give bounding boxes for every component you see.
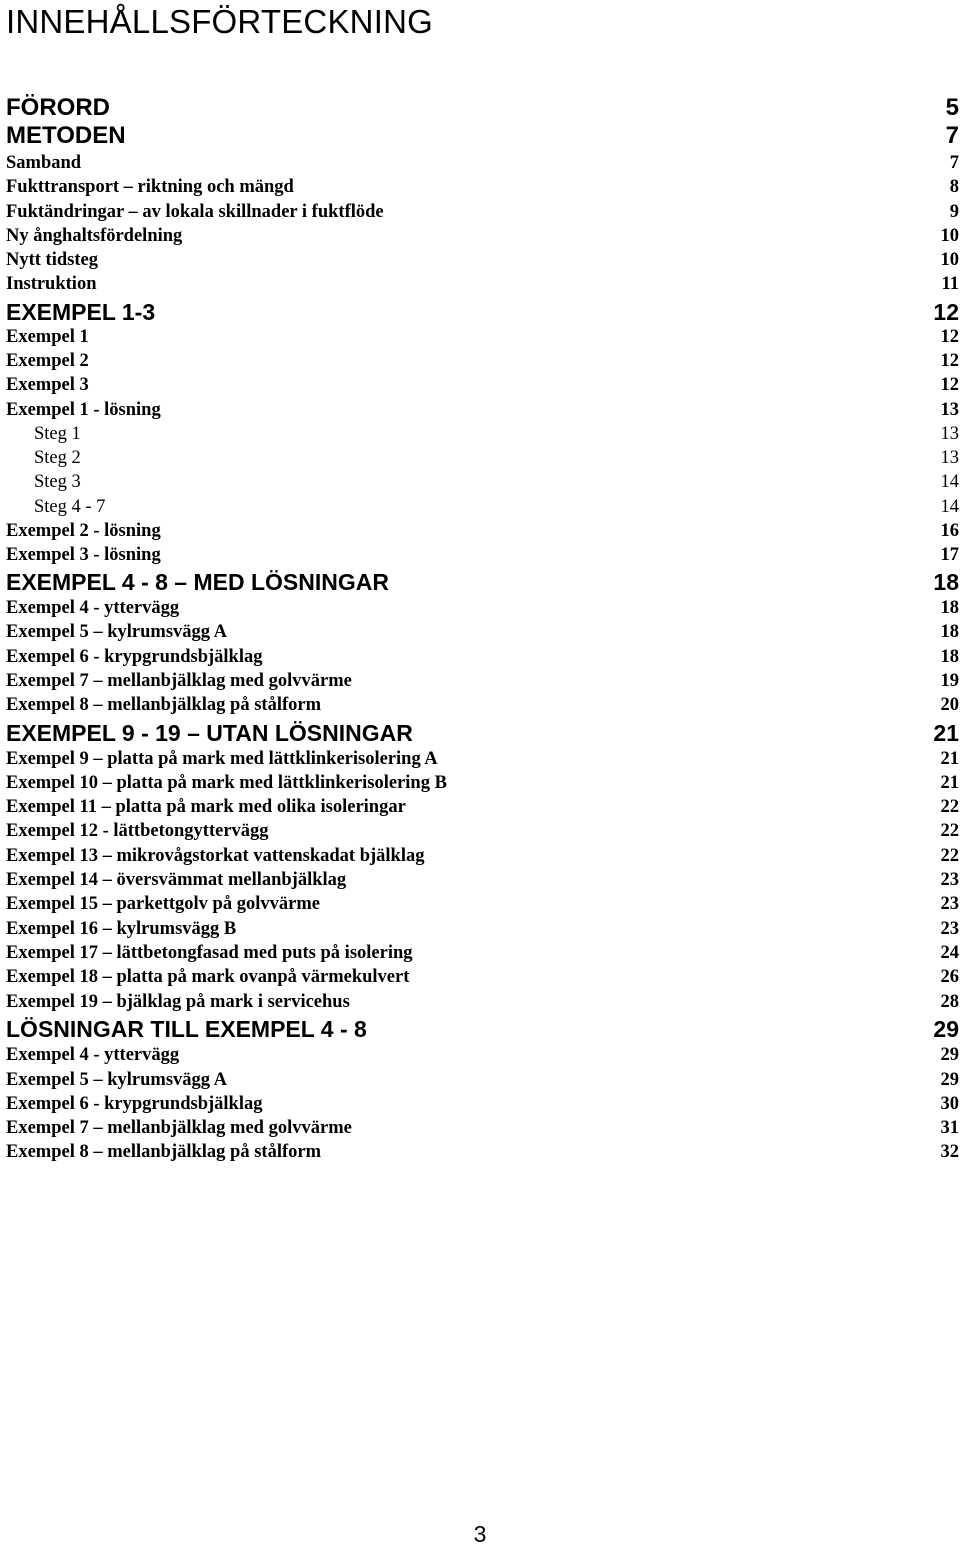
toc-chapter-page: 5 bbox=[945, 94, 959, 121]
toc-section-page: 7 bbox=[949, 153, 959, 173]
toc-section-label: Exempel 13 – mikrovågstorkat vattenskadat bjälklag bbox=[6, 846, 425, 866]
toc-subsection[interactable] bbox=[6, 472, 960, 493]
toc-section[interactable] bbox=[6, 351, 960, 372]
toc-section-page: 17 bbox=[940, 545, 959, 565]
toc-section[interactable] bbox=[6, 749, 960, 770]
toc-section-label: Exempel 4 - yttervägg bbox=[6, 598, 180, 618]
toc-section-page: 31 bbox=[940, 1118, 959, 1138]
toc-section[interactable] bbox=[6, 177, 960, 198]
toc-section-page: 30 bbox=[940, 1094, 959, 1114]
toc-section-label: Exempel 19 – bjälklag på mark i servicehus bbox=[6, 992, 350, 1012]
toc-section[interactable] bbox=[6, 202, 960, 223]
toc-section-label: Ny ånghaltsfördelning bbox=[6, 226, 183, 246]
toc-section[interactable] bbox=[6, 226, 960, 247]
toc-section-label: Exempel 5 – kylrumsvägg A bbox=[6, 622, 227, 642]
toc-subsection-page: 13 bbox=[940, 448, 959, 468]
toc-section[interactable] bbox=[6, 327, 960, 348]
toc-section[interactable] bbox=[6, 773, 960, 794]
toc-section-label: Exempel 12 - lättbetongyttervägg bbox=[6, 821, 269, 841]
toc-section-label: Exempel 3 bbox=[6, 375, 89, 395]
toc-section-label: Exempel 18 – platta på mark ovanpå värmekulvert bbox=[6, 967, 410, 987]
toc-section[interactable] bbox=[6, 919, 960, 940]
toc-chapter[interactable] bbox=[6, 720, 960, 747]
toc-chapter[interactable] bbox=[6, 94, 960, 122]
toc-subsection-label: Steg 2 bbox=[34, 448, 81, 468]
toc-section-page: 13 bbox=[940, 400, 959, 420]
toc-subsection[interactable] bbox=[6, 448, 960, 469]
toc-section[interactable] bbox=[6, 521, 960, 542]
toc-section[interactable] bbox=[6, 870, 960, 891]
toc-section-page: 22 bbox=[940, 821, 959, 841]
toc-section-label: Exempel 10 – platta på mark med lättklinkerisolering B bbox=[6, 773, 447, 793]
toc-section-page: 22 bbox=[940, 797, 959, 817]
toc-section[interactable] bbox=[6, 967, 960, 988]
toc-section-page: 26 bbox=[940, 967, 959, 987]
toc-section-page: 20 bbox=[940, 695, 959, 715]
toc-chapter-label: EXEMPEL 1-3 bbox=[6, 299, 156, 325]
toc-section-label: Fukttransport – riktning och mängd bbox=[6, 177, 294, 197]
toc-section-label: Exempel 6 - krypgrundsbjälklag bbox=[6, 1094, 263, 1114]
toc-section-label: Exempel 2 - lösning bbox=[6, 521, 161, 541]
toc-chapter-page: 21 bbox=[933, 720, 959, 746]
toc-section-page: 8 bbox=[949, 177, 959, 197]
toc-section-label: Exempel 17 – lättbetongfasad med puts på isolering bbox=[6, 943, 413, 963]
toc-section-page: 32 bbox=[940, 1142, 959, 1162]
toc-section-page: 10 bbox=[940, 226, 959, 246]
toc-section-label: Exempel 1 - lösning bbox=[6, 400, 161, 420]
toc-section-label: Exempel 1 bbox=[6, 327, 89, 347]
toc-section-page: 29 bbox=[940, 1070, 959, 1090]
toc-section[interactable] bbox=[6, 797, 960, 818]
toc-subsection[interactable] bbox=[6, 424, 960, 445]
toc-section-page: 28 bbox=[940, 992, 959, 1012]
toc-section[interactable] bbox=[6, 1094, 960, 1115]
toc-section-label: Exempel 7 – mellanbjälklag med golvvärme bbox=[6, 1118, 352, 1138]
toc-section[interactable] bbox=[6, 274, 960, 295]
toc-section-page: 21 bbox=[940, 773, 959, 793]
toc-section-label: Exempel 14 – översvämmat mellanbjälklag bbox=[6, 870, 347, 890]
toc-section-page: 24 bbox=[940, 943, 959, 963]
toc-subsection-label: Steg 3 bbox=[34, 472, 81, 492]
toc-section-page: 18 bbox=[940, 647, 959, 667]
toc-section[interactable] bbox=[6, 545, 960, 566]
toc-section-page: 11 bbox=[941, 274, 959, 294]
toc-section-label: Exempel 6 - krypgrundsbjälklag bbox=[6, 647, 263, 667]
toc-section-page: 9 bbox=[949, 202, 959, 222]
page-number: 3 bbox=[473, 1521, 487, 1547]
toc-section-page: 12 bbox=[940, 351, 959, 371]
toc-subsection-page: 14 bbox=[940, 472, 959, 492]
toc-chapter-label: METODEN bbox=[6, 122, 126, 149]
toc-chapter[interactable] bbox=[6, 122, 960, 150]
toc-section[interactable] bbox=[6, 992, 960, 1013]
toc-section[interactable] bbox=[6, 943, 960, 964]
toc-section-page: 19 bbox=[940, 671, 959, 691]
toc-section-page: 23 bbox=[940, 894, 959, 914]
toc-chapter-label: EXEMPEL 9 - 19 – UTAN LÖSNINGAR bbox=[6, 720, 413, 746]
toc-chapter-page: 29 bbox=[933, 1016, 959, 1042]
toc-section-page: 18 bbox=[940, 598, 959, 618]
toc-subsection-page: 13 bbox=[940, 424, 959, 444]
toc-chapter-page: 18 bbox=[933, 569, 959, 595]
toc-section[interactable] bbox=[6, 821, 960, 842]
toc-section[interactable] bbox=[6, 695, 960, 716]
toc-section-label: Exempel 15 – parkettgolv på golvvärme bbox=[6, 894, 320, 914]
toc-section[interactable] bbox=[6, 1142, 960, 1163]
toc-section-label: Exempel 9 – platta på mark med lättklinkerisolering A bbox=[6, 749, 438, 769]
toc-section[interactable] bbox=[6, 153, 960, 174]
toc-section-label: Exempel 16 – kylrumsvägg B bbox=[6, 919, 237, 939]
toc-section-label: Nytt tidsteg bbox=[6, 250, 98, 270]
toc-section-label: Exempel 5 – kylrumsvägg A bbox=[6, 1070, 227, 1090]
toc-section-label: Instruktion bbox=[6, 274, 97, 294]
toc-section[interactable] bbox=[6, 1070, 960, 1091]
toc-section[interactable] bbox=[6, 400, 960, 421]
toc-section-label: Exempel 4 - yttervägg bbox=[6, 1045, 180, 1065]
toc-section-page: 23 bbox=[940, 919, 959, 939]
toc-section-page: 10 bbox=[940, 250, 959, 270]
toc-chapter-page: 12 bbox=[933, 299, 959, 325]
toc-section-page: 29 bbox=[940, 1045, 959, 1065]
toc-section-label: Exempel 8 – mellanbjälklag på stålform bbox=[6, 1142, 322, 1162]
toc-chapter-page: 7 bbox=[945, 122, 959, 149]
toc-section[interactable] bbox=[6, 846, 960, 867]
toc-chapter[interactable] bbox=[6, 299, 960, 326]
toc-section-page: 16 bbox=[940, 521, 959, 541]
table-of-contents bbox=[6, 0, 960, 1551]
toc-section-label: Exempel 11 – platta på mark med olika isoleringar bbox=[6, 797, 406, 817]
toc-section[interactable] bbox=[6, 250, 960, 271]
toc-section-label: Fuktändringar – av lokala skillnader i fuktflöde bbox=[6, 202, 384, 222]
toc-section[interactable] bbox=[6, 894, 960, 915]
page-title: INNEHÅLLSFÖRTECKNING bbox=[6, 3, 433, 40]
toc-chapter-label: EXEMPEL 4 - 8 – MED LÖSNINGAR bbox=[6, 569, 389, 595]
toc-section-label: Exempel 3 - lösning bbox=[6, 545, 161, 565]
toc-chapter-label: LÖSNINGAR TILL EXEMPEL 4 - 8 bbox=[6, 1016, 367, 1042]
toc-section-label: Exempel 8 – mellanbjälklag på stålform bbox=[6, 695, 322, 715]
toc-section-page: 18 bbox=[940, 622, 959, 642]
toc-section-page: 23 bbox=[940, 870, 959, 890]
toc-chapter-label: FÖRORD bbox=[6, 94, 110, 121]
toc-chapter[interactable] bbox=[6, 569, 960, 596]
toc-section-page: 12 bbox=[940, 375, 959, 395]
toc-section-label: Exempel 7 – mellanbjälklag med golvvärme bbox=[6, 671, 352, 691]
toc-subsection[interactable] bbox=[6, 497, 960, 518]
toc-subsection-label: Steg 1 bbox=[34, 424, 81, 444]
toc-section[interactable] bbox=[6, 1045, 960, 1066]
toc-section[interactable] bbox=[6, 1118, 960, 1139]
toc-section-label: Exempel 2 bbox=[6, 351, 89, 371]
toc-section[interactable] bbox=[6, 622, 960, 643]
toc-chapter[interactable] bbox=[6, 1016, 960, 1043]
toc-section-page: 12 bbox=[940, 327, 959, 347]
toc-section[interactable] bbox=[6, 647, 960, 668]
toc-section-page: 22 bbox=[940, 846, 959, 866]
toc-subsection-page: 14 bbox=[940, 497, 959, 517]
toc-section-page: 21 bbox=[940, 749, 959, 769]
toc-subsection-label: Steg 4 - 7 bbox=[34, 497, 106, 517]
toc-section-label: Samband bbox=[6, 153, 82, 173]
toc-section[interactable] bbox=[6, 375, 960, 396]
toc-section[interactable] bbox=[6, 598, 960, 619]
toc-section[interactable] bbox=[6, 671, 960, 692]
